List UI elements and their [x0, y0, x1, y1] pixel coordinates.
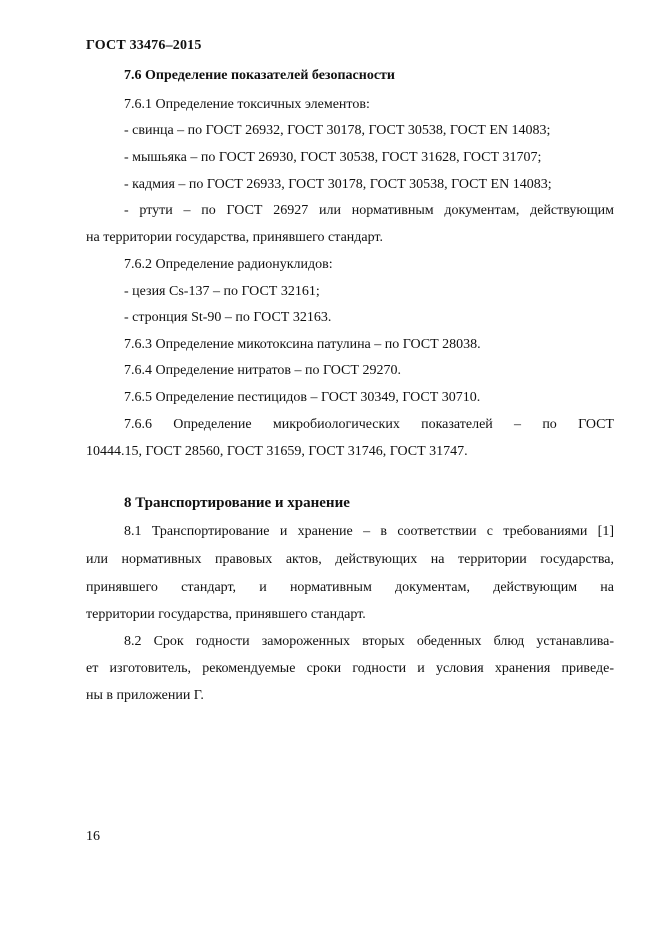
- page-number: 16: [86, 829, 100, 844]
- paragraph-8-1-line-3: принявшего стандарт, и нормативным документам, действующим на: [86, 580, 614, 595]
- paragraph-8-1-line-4: территории государства, принявшего стандарт.: [86, 607, 366, 622]
- paragraph-8-1-line-1: 8.1 Транспортирование и хранение – в соответствии с требованиями [1]: [124, 524, 614, 539]
- paragraph-8-2-line-1: 8.2 Срок годности замороженных вторых обеденных блюд устанавлива-: [124, 634, 614, 649]
- paragraph-7-6-6-line-2: 10444.15, ГОСТ 28560, ГОСТ 31659, ГОСТ 31746, ГОСТ 31747.: [86, 444, 468, 459]
- document-header: ГОСТ 33476–2015: [86, 38, 202, 53]
- list-item-cesium: - цезия Cs-137 – по ГОСТ 32161;: [124, 284, 320, 299]
- list-item-mercury-line-2: на территории государства, принявшего стандарт.: [86, 230, 383, 245]
- list-item-arsenic: - мышьяка – по ГОСТ 26930, ГОСТ 30538, ГОСТ 31628, ГОСТ 31707;: [124, 150, 542, 165]
- paragraph-8-2-line-2: ет изготовитель, рекомендуемые сроки годности и условия хранения приведе-: [86, 661, 614, 676]
- paragraph-8-2-line-3: ны в приложении Г.: [86, 688, 204, 703]
- paragraph-7-6-2: 7.6.2 Определение радионуклидов:: [124, 257, 333, 272]
- paragraph-7-6-5: 7.6.5 Определение пестицидов – ГОСТ 30349, ГОСТ 30710.: [124, 390, 481, 405]
- paragraph-7-6-6-line-1: 7.6.6 Определение микробиологических показателей – по ГОСТ: [124, 417, 614, 432]
- list-item-cadmium: - кадмия – по ГОСТ 26933, ГОСТ 30178, ГОСТ 30538, ГОСТ EN 14083;: [124, 177, 552, 192]
- paragraph-7-6-3: 7.6.3 Определение микотоксина патулина – по ГОСТ 28038.: [124, 337, 481, 352]
- paragraph-8-1-line-2: или нормативных правовых актов, действующих на территории государства,: [86, 552, 614, 567]
- section-8-title: 8 Транспортирование и хранение: [124, 495, 350, 511]
- list-item-lead: - свинца – по ГОСТ 26932, ГОСТ 30178, ГОСТ 30538, ГОСТ EN 14083;: [124, 123, 551, 138]
- section-7-6-title: 7.6 Определение показателей безопасности: [124, 68, 395, 83]
- list-item-strontium: - стронция St-90 – по ГОСТ 32163.: [124, 310, 332, 325]
- paragraph-7-6-4: 7.6.4 Определение нитратов – по ГОСТ 29270.: [124, 363, 401, 378]
- list-item-mercury-line-1: - ртути – по ГОСТ 26927 или нормативным документам, действующим: [124, 203, 614, 218]
- paragraph-7-6-1: 7.6.1 Определение токсичных элементов:: [124, 97, 370, 112]
